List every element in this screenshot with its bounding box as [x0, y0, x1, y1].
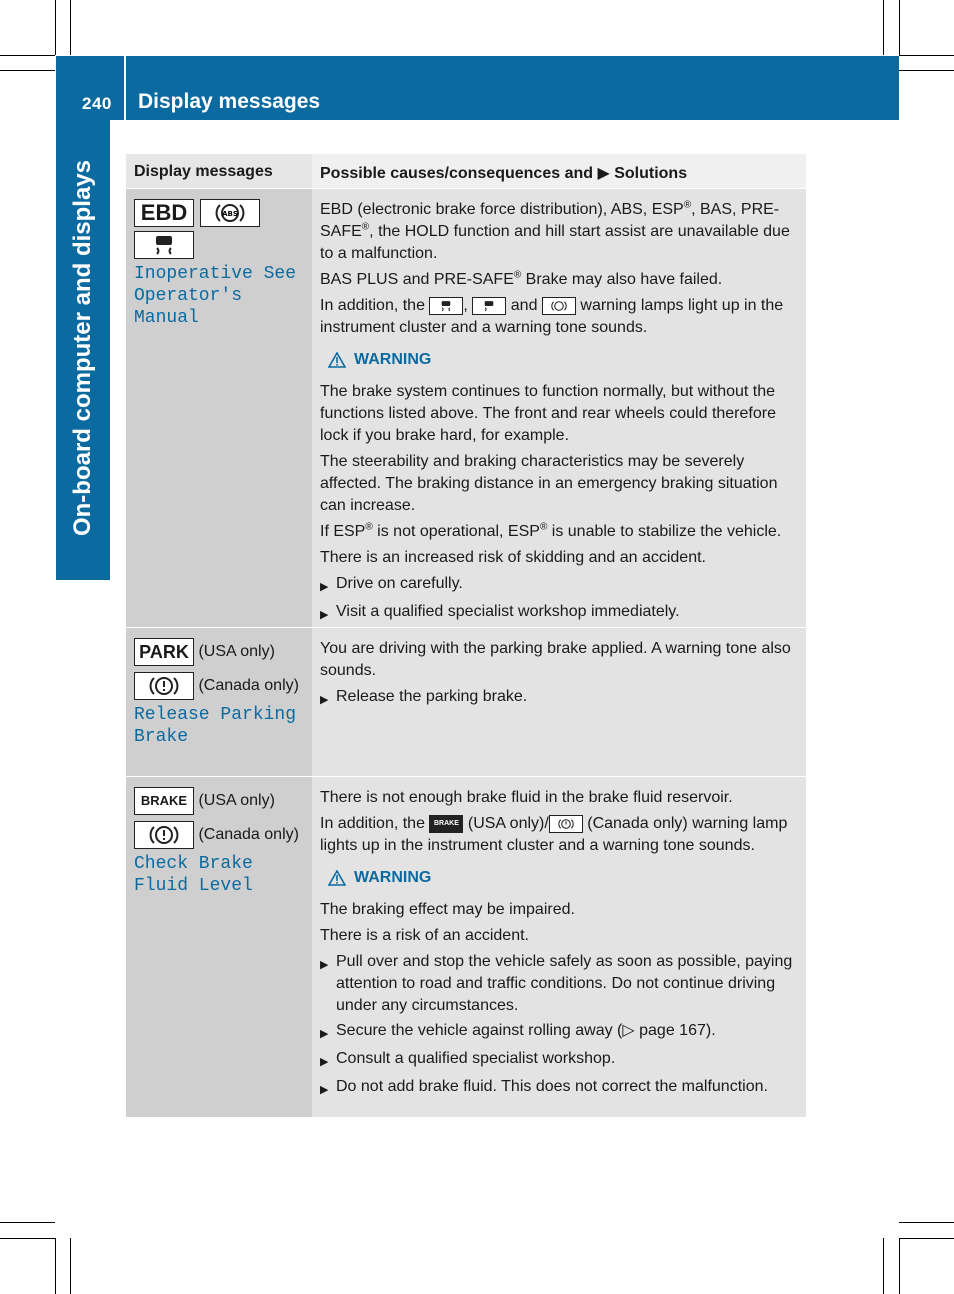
display-message-cell [126, 777, 312, 1117]
display-message-text: Check Brake Fluid Level [134, 854, 253, 896]
crop-mark [899, 1238, 954, 1239]
bullet-text: Consult a qualified specialist workshop. [336, 1050, 616, 1067]
text: (Canada only) warning lamp lights up in the instrument cluster and a warning tone sounds. [320, 815, 788, 854]
crop-mark [55, 0, 56, 55]
cause-text: There is not enough brake fluid in the brake fluid reservoir. [320, 789, 733, 806]
display-messages-table [126, 154, 806, 1117]
bullet-text: Do not add brake fluid. This does not correct the malfunction. [336, 1078, 768, 1095]
table-row [126, 627, 806, 776]
warning-text: The brake system continues to function normally, but without the functions listed above. The front and rear wheels could therefore lock if you brake hard, for example. [320, 383, 776, 444]
abs-lamp-icon [200, 199, 260, 227]
warning-heading [328, 867, 798, 889]
text: In addition, the [320, 815, 425, 832]
brake-lamp-icon: BRAKE [134, 787, 194, 815]
ebd-lamp-icon: EBD [134, 199, 194, 227]
region-note: (USA only) [198, 643, 275, 661]
bullet-text: Visit a qualified specialist workshop immediately. [336, 603, 680, 620]
column-header-causes: Possible causes/consequences and ▶ Solutions [312, 154, 806, 188]
table-row [126, 776, 806, 1117]
text: is not operational, ESP [372, 523, 540, 540]
crop-mark [883, 0, 884, 55]
text: , [463, 297, 468, 314]
list-item [320, 1020, 798, 1045]
crop-mark [899, 1222, 954, 1223]
cause-text: You are driving with the parking brake applied. A warning tone also sounds. [320, 640, 791, 679]
page-title: Display messages [138, 90, 321, 113]
causes-cell: EBD (electronic brake force distribution), ABS, ESP®, BAS, PRE-SAFE®, the HOLD function and hill start assist are unavailable due to a malfunction. BAS PLUS and PRE-SAFE® Brake may also have failed. In addition, the , and warning lamps light up in the instrument cluster and a warning tone sounds. WARNING The brake system continues to function normally, but without the functions listed above. The front and rear wheels could therefore lock if you brake hard, for example. The steerability and braking characteristics may be severely affected. The braking distance in an emergency braking situation can increase. If ESP® is not operational, ESP® is unable to stabilize the vehicle. There is an increased risk of skidding and an accident. ▶ Drive on carefully. ▶ Visit a qualified specialist workshop immediately. [312, 189, 806, 627]
warning-text: There is a risk of an accident. [320, 927, 529, 944]
brake-warning-lamp-icon [134, 821, 194, 849]
crop-mark [899, 0, 900, 55]
arrow-icon: ▶ [320, 609, 329, 621]
crop-mark [0, 1238, 55, 1239]
region-note: (Canada only) [198, 826, 299, 844]
causes-cell [312, 777, 806, 1117]
skid-lamp-icon [429, 297, 463, 315]
arrow-icon: ▶ [320, 1028, 329, 1040]
region-note: (USA only) [198, 792, 275, 810]
crop-mark [899, 1238, 900, 1294]
header-separator [124, 56, 126, 120]
warning-heading [328, 349, 798, 371]
svg-text:ABS: ABS [222, 210, 238, 218]
bullet-text: Pull over and stop the vehicle safely as soon as possible, paying attention to road and traffic conditions. Do not continue driving under any circumstances. [336, 953, 793, 1014]
display-message-text: Release Parking Brake [134, 705, 297, 747]
warning-label: WARNING [354, 869, 432, 886]
crop-mark [0, 1222, 55, 1223]
warning-label: WARNING [354, 351, 432, 368]
warning-triangle-icon [328, 352, 346, 368]
crop-mark [0, 70, 55, 71]
crop-mark [899, 70, 954, 71]
arrow-icon: ▶ [320, 1056, 329, 1068]
list-item [320, 686, 798, 711]
skid-lamp-icon [134, 231, 194, 259]
text: warning lamps light up in the instrument cluster and a warning tone sounds. [320, 297, 784, 336]
bullet-text[interactable]: Secure the vehicle against rolling away (▷ page 167). [336, 1022, 716, 1039]
crop-mark [70, 1238, 71, 1294]
text: , BAS, PRE-SAFE [320, 201, 780, 240]
text: , the HOLD function and hill start assist are unavailable due to a malfunction. [320, 223, 790, 262]
bullet-text: Release the parking brake. [336, 688, 528, 705]
section-label: On-board computer and displays [69, 159, 96, 537]
crop-mark [0, 55, 55, 56]
arrow-icon: ▶ [320, 581, 329, 593]
bullet-text: Drive on carefully. [336, 575, 463, 592]
brake-lamp-icon: BRAKE [429, 815, 463, 833]
text: EBD (electronic brake force distribution), ABS, ESP [320, 201, 684, 218]
arrow-icon: ▶ [320, 959, 329, 971]
display-message-cell [126, 628, 312, 776]
region-note: (Canada only) [198, 677, 299, 695]
causes-cell [312, 628, 806, 776]
text: In addition, the [320, 297, 425, 314]
list-item [320, 1048, 798, 1073]
text: If ESP [320, 523, 366, 540]
arrow-icon: ▶ [320, 1084, 329, 1096]
table-row [126, 188, 806, 627]
brake-warning-lamp-icon [549, 815, 583, 833]
text: BAS PLUS and PRE-SAFE [320, 271, 514, 288]
table-header [126, 154, 806, 188]
display-message-cell [126, 189, 312, 627]
text: is unable to stabilize the vehicle. [547, 523, 782, 540]
text: (USA only)/ [467, 815, 549, 832]
text: Brake may also have failed. [521, 271, 723, 288]
crop-mark [70, 0, 71, 55]
park-lamp-icon: PARK [134, 638, 194, 666]
warning-text: There is an increased risk of skidding and an accident. [320, 549, 706, 566]
list-item [320, 601, 798, 626]
parking-brake-lamp-icon [134, 672, 194, 700]
list-item [320, 1076, 798, 1101]
crop-mark [883, 1238, 884, 1294]
column-header-display-messages: Display messages [134, 163, 273, 180]
abs-lamp-icon [542, 297, 576, 315]
warning-text: The steerability and braking characteristics may be severely affected. The braking distance in an emergency braking situation can increase. [320, 453, 778, 514]
display-message-text: Inoperative See Operator's Manual [134, 264, 297, 328]
crop-mark [899, 55, 954, 56]
esp-off-lamp-icon [472, 297, 506, 315]
warning-triangle-icon [328, 870, 346, 886]
warning-text: The braking effect may be impaired. [320, 901, 575, 918]
page-number: 240 [82, 94, 112, 113]
list-item [320, 573, 798, 598]
list-item [320, 951, 798, 1017]
text: and [510, 297, 538, 314]
crop-mark [55, 1238, 56, 1294]
arrow-icon: ▶ [320, 694, 329, 706]
